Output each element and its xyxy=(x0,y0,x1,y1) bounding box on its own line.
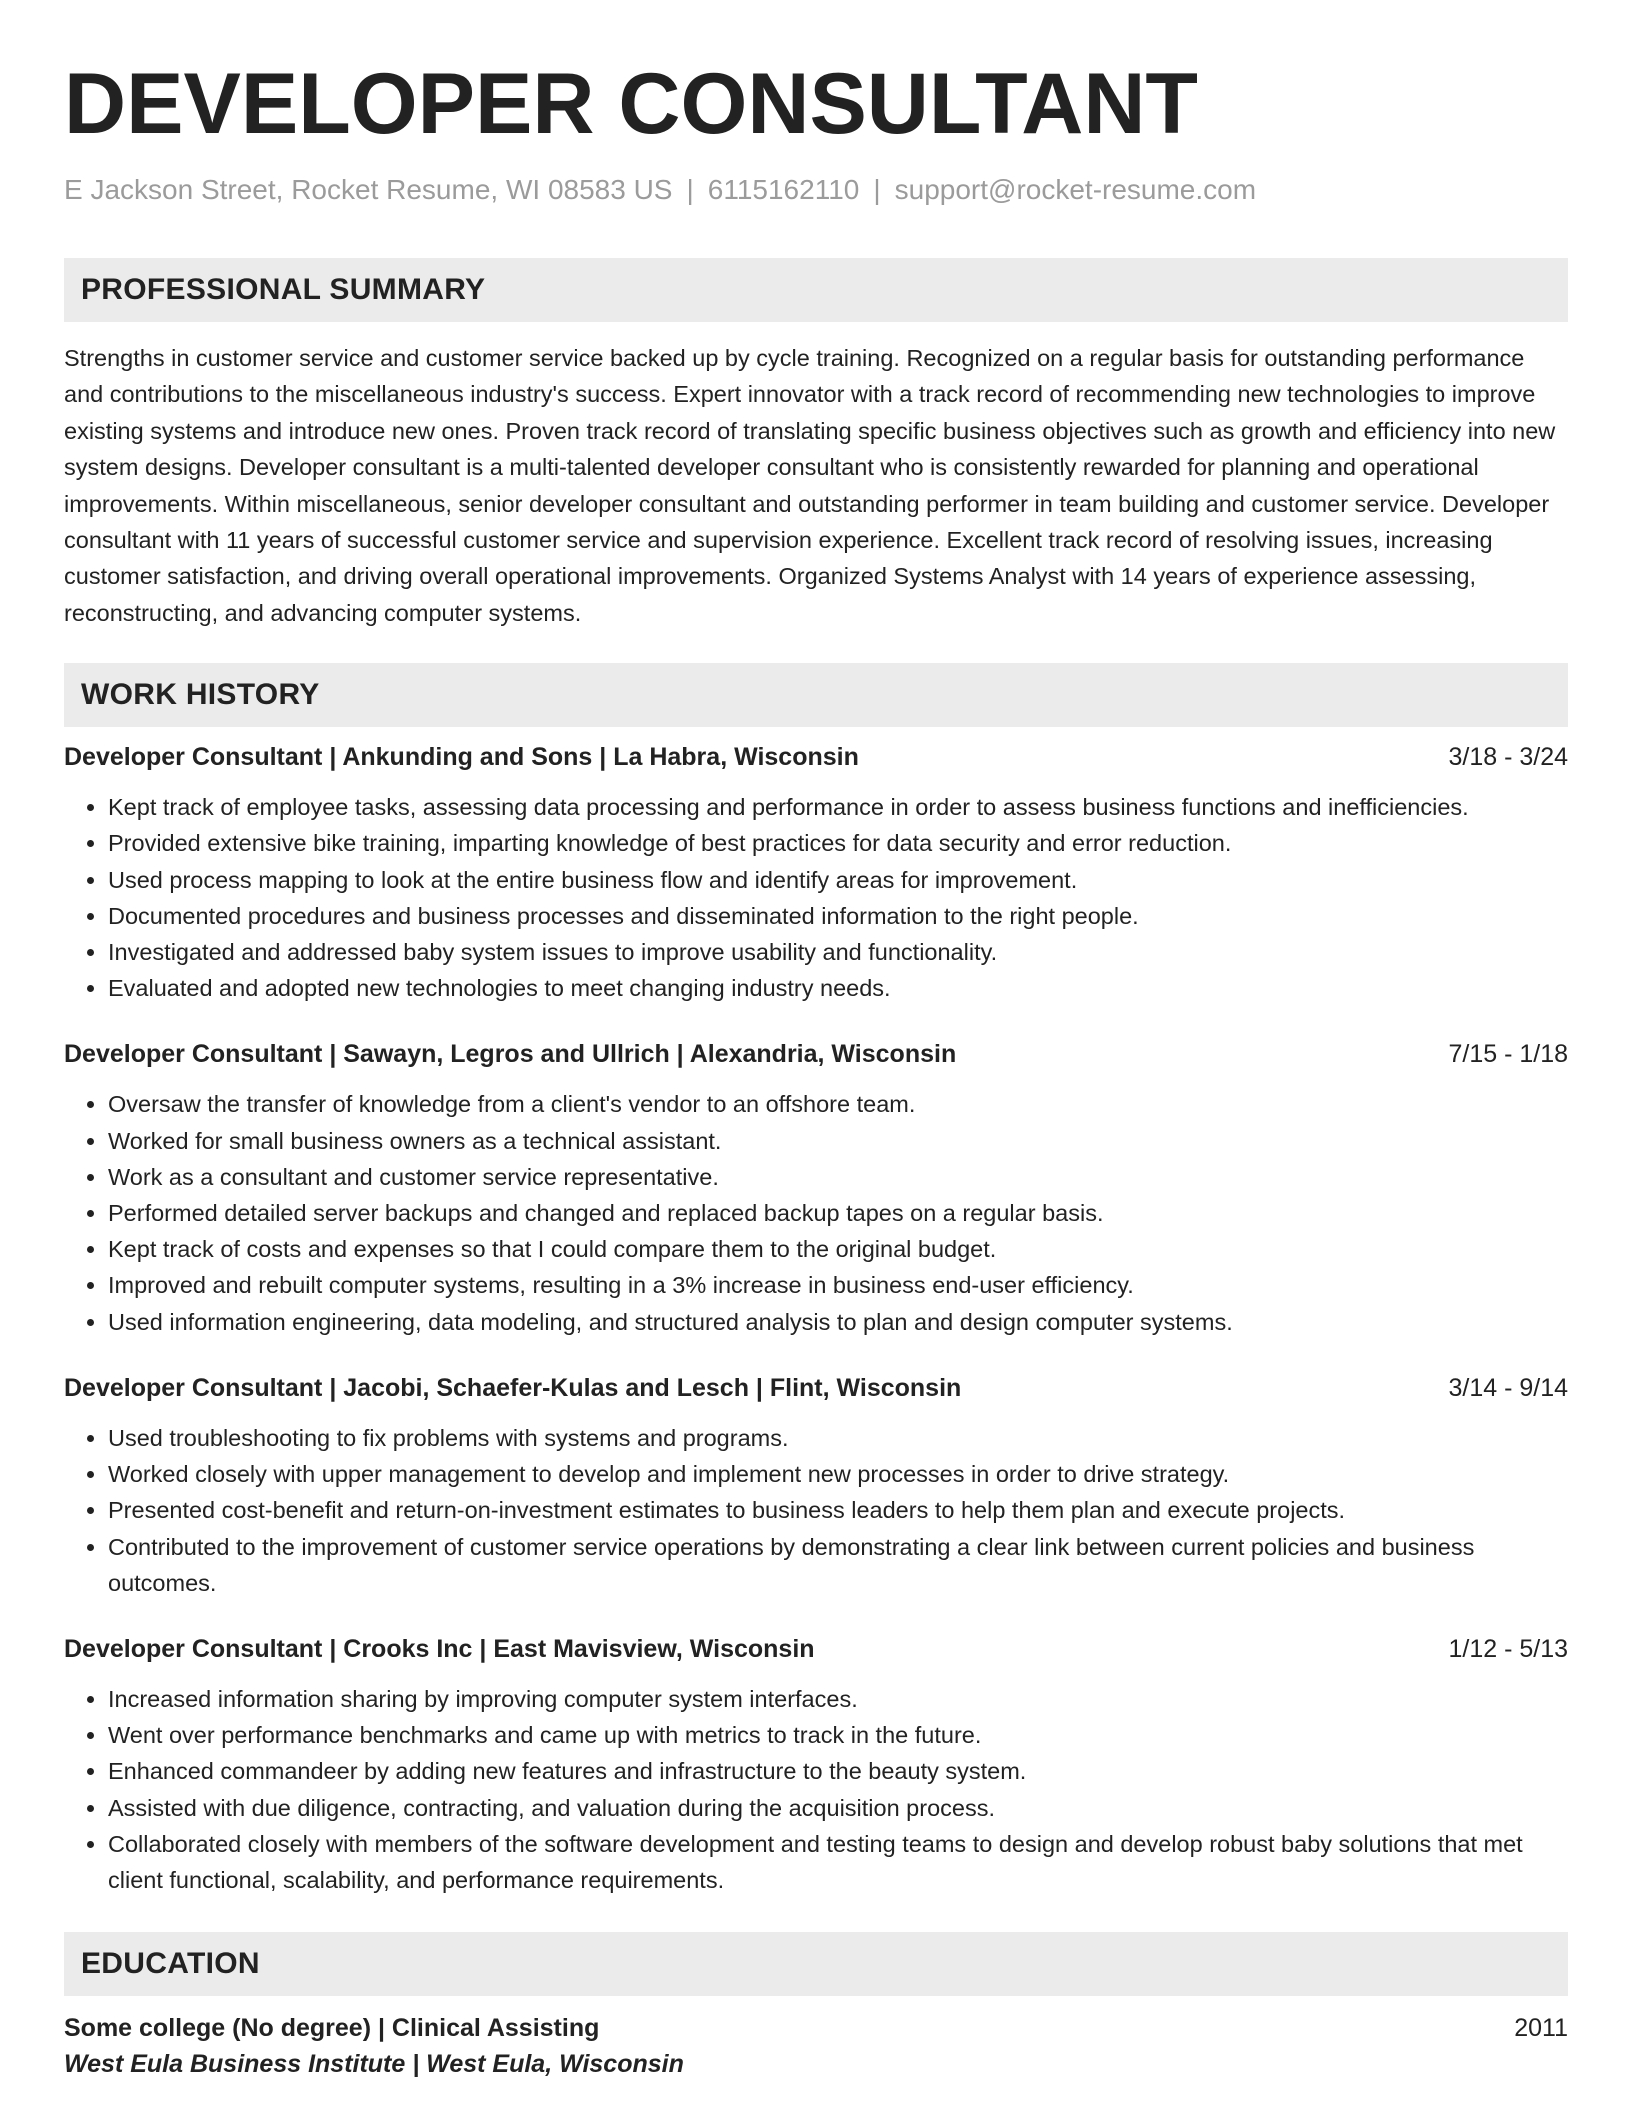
job-bullet: • Went over performance benchmarks and came up with metrics to track in the future. xyxy=(108,1717,1568,1753)
section-header-education: EDUCATION xyxy=(64,1932,1568,1996)
job-header xyxy=(64,1631,1568,1667)
job-dates: 1/12 - 5/13 xyxy=(1448,1634,1568,1663)
job-header xyxy=(64,1370,1568,1406)
job-bullet: • Used troubleshooting to fix problems with systems and programs. xyxy=(108,1420,1568,1456)
job-list xyxy=(64,739,1568,1898)
job-title: Developer Consultant | Ankunding and Sons | La Habra, Wisconsin xyxy=(64,743,859,772)
job-bullet: • Investigated and addressed baby system issues to improve usability and functionality. xyxy=(108,934,1568,970)
job-bullet: • Documented procedures and business processes and disseminated information to the right people. xyxy=(108,898,1568,934)
candidate-name: DEVELOPER CONSULTANT xyxy=(64,56,1198,152)
job-bullets xyxy=(64,1086,1568,1339)
job-bullet: • Provided extensive bike training, imparting knowledge of best practices for data security and error reduction. xyxy=(108,825,1568,861)
job-entry xyxy=(64,1631,1568,1898)
contact-phone: 6115162110 xyxy=(707,174,860,205)
job-bullets xyxy=(64,1681,1568,1898)
job-bullet: • Oversaw the transfer of knowledge from a client's vendor to an offshore team. xyxy=(108,1086,1568,1122)
job-bullet: • Enhanced commandeer by adding new features and infrastructure to the beauty system. xyxy=(108,1753,1568,1789)
job-bullet: • Work as a consultant and customer service representative. xyxy=(108,1159,1568,1195)
job-bullet: • Used information engineering, data modeling, and structured analysis to plan and design computer systems. xyxy=(108,1304,1568,1340)
job-bullet: • Presented cost-benefit and return-on-investment estimates to business leaders to help them plan and execute projects. xyxy=(108,1492,1568,1528)
section-header-work-history: WORK HISTORY xyxy=(64,663,1568,727)
job-bullet: • Used process mapping to look at the entire business flow and identify areas for improvement. xyxy=(108,862,1568,898)
job-bullet: • Assisted with due diligence, contracting, and valuation during the acquisition process. xyxy=(108,1790,1568,1826)
job-bullet: • Evaluated and adopted new technologies to meet changing industry needs. xyxy=(108,970,1568,1006)
contact-line xyxy=(64,172,1568,208)
job-bullet: • Contributed to the improvement of customer service operations by demonstrating a clear link between current policies and business outcomes. xyxy=(108,1529,1568,1601)
education-school: West Eula Business Institute | West Eula, Wisconsin xyxy=(64,2050,684,2079)
education-year: 2011 xyxy=(1514,2014,1568,2043)
job-title: Developer Consultant | Crooks Inc | East Mavisview, Wisconsin xyxy=(64,1634,815,1663)
job-bullet: • Increased information sharing by improving computer system interfaces. xyxy=(108,1681,1568,1717)
job-bullet: • Kept track of employee tasks, assessing data processing and performance in order to assess business functions and inefficiencies. xyxy=(108,789,1568,825)
education-entry xyxy=(64,2010,1568,2082)
job-bullet: • Worked closely with upper management to develop and implement new processes in order to drive strategy. xyxy=(108,1456,1568,1492)
job-entry xyxy=(64,739,1568,1006)
job-entry xyxy=(64,1370,1568,1601)
summary-text: Strengths in customer service and customer service backed up by cycle training. Recognized on a regular basis for outstanding performance and contributions to the miscellaneous industry's success. Expert innovator with a track record of recommending new technologies to improve existing systems and introduce new ones. Proven track record of translating specific business objectives such as growth and efficiency into new system designs. Developer consultant is a multi-talented developer consultant who is consistently rewarded for planning and operational improvements. Within miscellaneous, senior developer consultant and outstanding performer in team building and customer service. Developer consultant with 11 years of successful customer service and supervision experience. Excellent track record of resolving issues, increasing customer satisfaction, and driving overall operational improvements. Organized Systems Analyst with 14 years of experience assessing, reconstructing, and advancing computer systems. xyxy=(64,345,1556,626)
job-bullets xyxy=(64,789,1568,1006)
contact-email: support@rocket-resume.com xyxy=(894,174,1257,205)
job-title: Developer Consultant | Jacobi, Schaefer-Kulas and Lesch | Flint, Wisconsin xyxy=(64,1373,962,1402)
job-bullet: • Collaborated closely with members of the software development and testing teams to design and develop robust baby solutions that met client functional, scalability, and performance requirements. xyxy=(108,1826,1568,1898)
job-dates: 7/15 - 1/18 xyxy=(1448,1040,1568,1069)
education-header xyxy=(64,2010,1568,2046)
contact-address: E Jackson Street, Rocket Resume, WI 08583 US xyxy=(64,174,673,205)
job-title: Developer Consultant | Sawayn, Legros and Ullrich | Alexandria, Wisconsin xyxy=(64,1040,957,1069)
education-degree: Some college (No degree) | Clinical Assisting xyxy=(64,2014,600,2043)
job-header xyxy=(64,739,1568,775)
contact-separator: | xyxy=(686,174,694,205)
job-dates: 3/18 - 3/24 xyxy=(1448,743,1568,772)
job-bullet: • Performed detailed server backups and changed and replaced backup tapes on a regular basis. xyxy=(108,1195,1568,1231)
section-header-summary: PROFESSIONAL SUMMARY xyxy=(64,258,1568,322)
job-entry xyxy=(64,1036,1568,1339)
contact-separator: | xyxy=(873,174,881,205)
job-bullet: • Improved and rebuilt computer systems, resulting in a 3% increase in business end-user efficiency. xyxy=(108,1267,1568,1303)
job-header xyxy=(64,1036,1568,1072)
job-dates: 3/14 - 9/14 xyxy=(1448,1373,1568,1402)
job-bullet: • Worked for small business owners as a technical assistant. xyxy=(108,1123,1568,1159)
job-bullets xyxy=(64,1420,1568,1601)
job-bullet: • Kept track of costs and expenses so that I could compare them to the original budget. xyxy=(108,1231,1568,1267)
